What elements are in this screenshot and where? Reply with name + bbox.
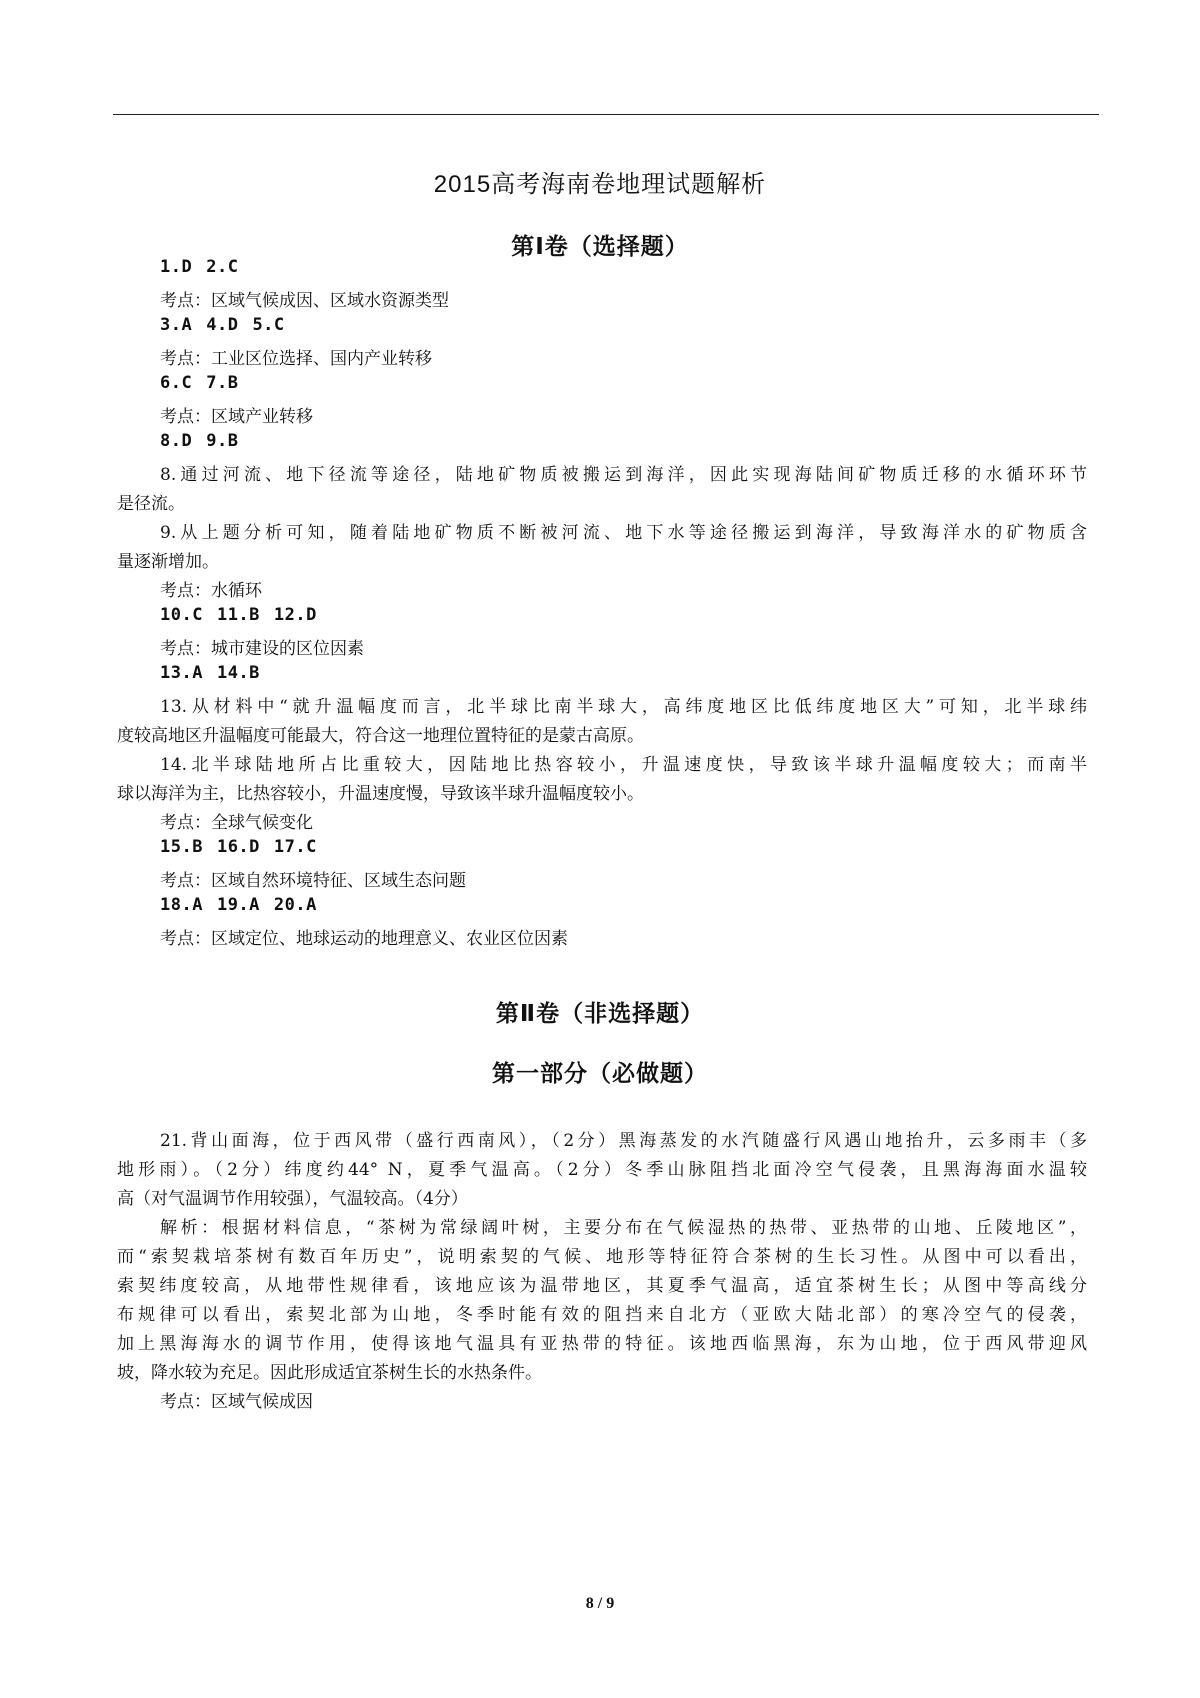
section-1-heading: 第Ⅰ卷（选择题） [511,234,689,260]
kaodian-line: 考点：区域定位、地球运动的地理意义、农业区位因素 [160,929,568,949]
answer-paragraph-line: 21.背山面海，位于西风带（盛行西南风），（2分）黑海蒸发的水汽随盛行风遇山地抬升，云多雨丰（多 [160,1131,1087,1151]
analysis-line: 加上黑海海水的调节作用，使得该地气温具有亚热带的特征。该地西临黑海，东为山地，位于西风带迎风 [117,1334,1087,1354]
kaodian-line: 考点：水循环 [160,581,262,601]
analysis-line: 布规律可以看出，索契北部为山地，冬季时能有效的阻挡来自北方（亚欧大陆北部）的寒冷空气的侵袭， [117,1305,1087,1325]
explanation-line: 14.北半球陆地所占比重较大，因陆地比热容较小，升温速度快，导致该半球升温幅度较大；而南半 [160,755,1087,775]
analysis-line: 索契纬度较高，从地带性规律看，该地应该为温带地区，其夏季气温高，适宜茶树生长；从图中等高线分 [117,1276,1087,1296]
answer-row: 6.C 7.B [160,373,239,393]
answer-paragraph-line: 地形雨）。（2分）纬度约44° N，夏季气温高。（2分）冬季山脉阻挡北面冷空气侵袭，且黑海海面水温较 [117,1160,1087,1180]
kaodian-line: 考点：区域气候成因、区域水资源类型 [160,291,449,311]
answer-row: 3.A 4.D 5.C [160,315,285,335]
page-number: 8 / 9 [585,1595,615,1612]
explanation-line: 球以海洋为主，比热容较小，升温速度慢，导致该半球升温幅度较小。 [117,784,644,804]
document-title: 2015高考海南卷地理试题解析 [433,171,767,198]
kaodian-line: 考点：区域产业转移 [160,407,313,427]
answer-row: 1.D 2.C [160,257,239,277]
kaodian-line: 考点：全球气候变化 [160,813,313,833]
kaodian-line: 考点：区域自然环境特征、区域生态问题 [160,871,466,891]
kaodian-line: 考点：区域气候成因 [160,1392,313,1412]
answer-paragraph-line: 高（对气温调节作用较强），气温较高。（4分） [117,1189,468,1209]
explanation-line: 度较高地区升温幅度可能最大，符合这一地理位置特征的是蒙古高原。 [117,726,644,746]
answer-row: 8.D 9.B [160,431,239,451]
answer-row: 13.A 14.B [160,663,260,683]
answer-row: 18.A 19.A 20.A [160,895,317,915]
answer-row: 15.B 16.D 17.C [160,837,317,857]
kaodian-line: 考点：工业区位选择、国内产业转移 [160,349,432,369]
answer-row: 10.C 11.B 12.D [160,605,317,625]
part-1-heading: 第一部分（必做题） [492,1061,708,1087]
explanation-line: 9.从上题分析可知，随着陆地矿物质不断被河流、地下水等途径搬运到海洋，导致海洋水的矿物质含 [160,523,1087,543]
explanation-line: 13.从材料中“就升温幅度而言，北半球比南半球大，高纬度地区比低纬度地区大”可知，北半球纬 [160,697,1087,717]
explanation-line: 是径流。 [117,494,185,514]
analysis-line: 坡，降水较为充足。因此形成适宜茶树生长的水热条件。 [117,1363,542,1383]
header-rule [113,114,1099,115]
explanation-line: 8.通过河流、地下径流等途径，陆地矿物质被搬运到海洋，因此实现海陆间矿物质迁移的水循环环节 [160,465,1087,485]
analysis-line: 解析：根据材料信息，“茶树为常绿阔叶树，主要分布在气候湿热的热带、亚热带的山地、丘陵地区”， [160,1218,1087,1238]
section-2-heading: 第Ⅱ卷（非选择题） [495,1001,705,1027]
explanation-line: 量逐渐增加。 [117,552,219,572]
analysis-line: 而“索契栽培茶树有数百年历史”，说明索契的气候、地形等特征符合茶树的生长习性。从图中可以看出， [117,1247,1087,1267]
kaodian-line: 考点：城市建设的区位因素 [160,639,364,659]
